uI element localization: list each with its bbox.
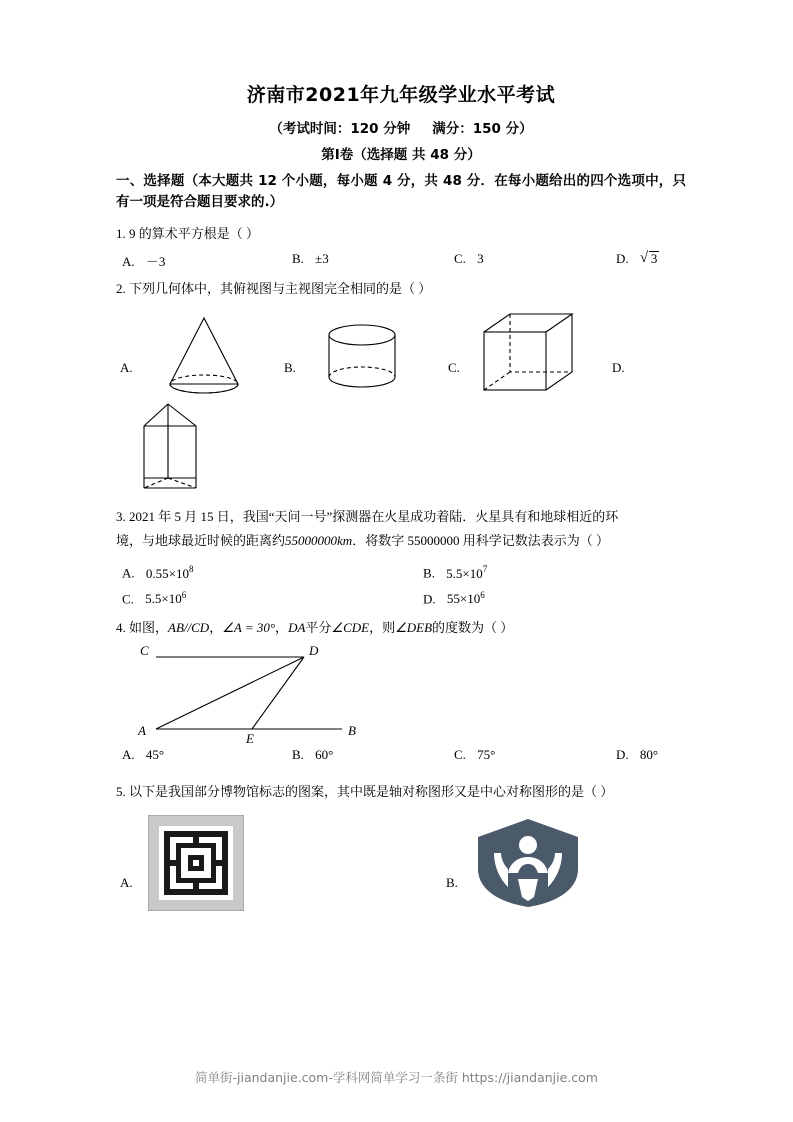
- option-3b-exponent: 7: [482, 564, 488, 575]
- question-2-figures-row2: [116, 400, 686, 496]
- question-4-number: 4.: [116, 619, 126, 635]
- option-3d-exponent: 6: [480, 589, 485, 600]
- option-label-5b: B.: [446, 875, 458, 891]
- option-4a[interactable]: [116, 747, 292, 763]
- question-3-number: 3.: [116, 509, 126, 525]
- svg-text:B: B: [348, 722, 356, 738]
- geometry-diagram: [134, 645, 394, 745]
- option-1c[interactable]: [454, 251, 616, 270]
- option-4a-text: 45°: [145, 746, 165, 762]
- question-1: [116, 223, 686, 245]
- question-4-tail: 的度数为（ ）: [432, 619, 514, 635]
- page-title: 济南市2021年九年级学业水平考试: [246, 84, 556, 106]
- option-4c-text: 75°: [477, 746, 496, 762]
- option-1b-key: B.: [292, 250, 304, 266]
- option-1d[interactable]: [616, 251, 686, 270]
- museum-logo-maze-icon[interactable]: [148, 815, 244, 911]
- svg-text:C: C: [140, 644, 149, 658]
- question-4-sep2: ，: [275, 619, 289, 635]
- question-2-figures-row1: [116, 304, 686, 400]
- cone-figure: [158, 314, 250, 400]
- option-3b-mantissa: 5.5×10: [446, 565, 483, 581]
- question-3-line2: [116, 530, 686, 552]
- question-4-math5: ∠DEB: [395, 619, 433, 635]
- section-heading: 第Ⅰ卷（选择题 共 48 分）: [321, 147, 481, 163]
- question-2-text: 下列几何体中，其俯视图与主视图完全相同的是（ ）: [129, 280, 432, 296]
- question-1-number: 1.: [116, 225, 126, 241]
- figure-label-2a: A.: [120, 360, 133, 376]
- option-3d-key: D.: [423, 590, 436, 606]
- exam-meta: [116, 117, 686, 137]
- option-3d-mantissa: 55×10: [446, 590, 481, 606]
- option-3c-key: C.: [122, 590, 134, 606]
- question-5-number: 5.: [116, 783, 126, 799]
- option-1a-text: －3: [145, 253, 166, 269]
- option-4c[interactable]: [454, 747, 616, 763]
- option-3a-mantissa: 0.55×10: [145, 565, 189, 581]
- option-label-5a: A.: [120, 875, 133, 891]
- option-4a-key: A.: [122, 746, 135, 762]
- question-4: [116, 617, 686, 639]
- option-3a-exponent: 8: [188, 564, 194, 575]
- instruction-text: 一、选择题（本大题共 12 个小题，每小题 4 分，共 48 分．在每小题给出的四个选项中，只有一项是符合题目要求的.）: [116, 173, 686, 210]
- option-4d-text: 80°: [639, 746, 659, 762]
- option-1d-radicand: 3: [650, 250, 658, 266]
- option-1d-key: D.: [616, 250, 629, 266]
- question-4-sep1: ，: [209, 619, 223, 635]
- question-3-line2-part2: ．将数字 55000000 用科学记数法表示为（ ）: [352, 533, 609, 549]
- question-1-options: [116, 251, 686, 270]
- sqrt-icon: [640, 251, 660, 267]
- option-3b-key: B.: [423, 565, 435, 581]
- option-3c-exponent: 6: [181, 589, 187, 600]
- figure-label-2c: C.: [448, 360, 460, 376]
- option-4b-text: 60°: [315, 746, 334, 762]
- exam-time-prefix: （考试时间：: [269, 121, 351, 137]
- question-4-sep3: ，则: [369, 619, 396, 635]
- option-1a-key: A.: [122, 253, 135, 269]
- question-4-math1: AB//CD: [168, 619, 210, 635]
- svg-text:E: E: [246, 730, 254, 745]
- question-5-text: 以下是我国部分博物馆标志的图案，其中既是轴对称图形又是中心对称图形的是（ ）: [129, 783, 614, 799]
- question-2-number: 2.: [116, 280, 126, 296]
- cube-figure: [478, 310, 582, 398]
- question-4-diagram: [116, 643, 686, 747]
- option-3c-mantissa: 5.5×10: [145, 590, 182, 606]
- question-4-options: [116, 747, 686, 763]
- option-4d[interactable]: [616, 747, 686, 763]
- cylinder-figure: [316, 322, 408, 396]
- question-4-math2: ∠A = 30°: [222, 619, 276, 635]
- option-3b[interactable]: [401, 560, 686, 585]
- option-4c-key: C.: [454, 746, 466, 762]
- question-3-line1: 2021 年 5 月 15 日，我国“天问一号”探测器在火星成功着陆．火星具有和地球相近的环: [129, 509, 619, 525]
- option-3d[interactable]: [401, 586, 686, 611]
- option-4b-key: B.: [292, 746, 304, 762]
- page-footer: 简单街-jiandanjie.com-学科网简单学习一条街 https://jiandanjie.com: [194, 1070, 598, 1085]
- museum-logo-person-icon[interactable]: [474, 817, 582, 909]
- option-3c[interactable]: [116, 586, 401, 611]
- score-prefix: 满分：: [432, 121, 473, 137]
- question-4-mid: 平分: [305, 619, 332, 635]
- exam-time-value: 120 分钟: [350, 121, 411, 137]
- question-2: [116, 278, 686, 300]
- score-value: 150 分）: [472, 121, 533, 137]
- question-3-line2-part1: 境，与地球最近时候的距离约: [116, 533, 286, 549]
- document-content: [116, 80, 686, 923]
- question-4-math4: ∠CDE: [331, 619, 370, 635]
- option-1c-text: 3: [477, 250, 484, 266]
- figure-label-2b: B.: [284, 360, 296, 376]
- question-4-prefix: 如图，: [129, 619, 169, 635]
- figure-label-2d: D.: [612, 360, 625, 376]
- svg-text:D: D: [309, 644, 319, 658]
- option-1b-text: ±3: [315, 250, 329, 266]
- question-5: [116, 781, 686, 803]
- option-3a[interactable]: [116, 560, 401, 585]
- svg-text:A: A: [138, 722, 146, 738]
- option-1b[interactable]: [292, 251, 454, 270]
- question-5-figures: [116, 813, 686, 923]
- option-1c-key: C.: [454, 250, 466, 266]
- question-4-math3: DA: [288, 619, 306, 635]
- option-1a[interactable]: [116, 251, 292, 270]
- question-1-text: 9 的算术平方根是（ ）: [129, 225, 260, 241]
- question-3-options: [116, 560, 686, 611]
- question-3-distance-value: 55000000km: [285, 533, 353, 549]
- triangular-prism-figure: [134, 400, 222, 494]
- question-3: [116, 506, 686, 528]
- option-4d-key: D.: [616, 746, 629, 762]
- option-3a-key: A.: [122, 565, 135, 581]
- option-4b[interactable]: [292, 747, 454, 763]
